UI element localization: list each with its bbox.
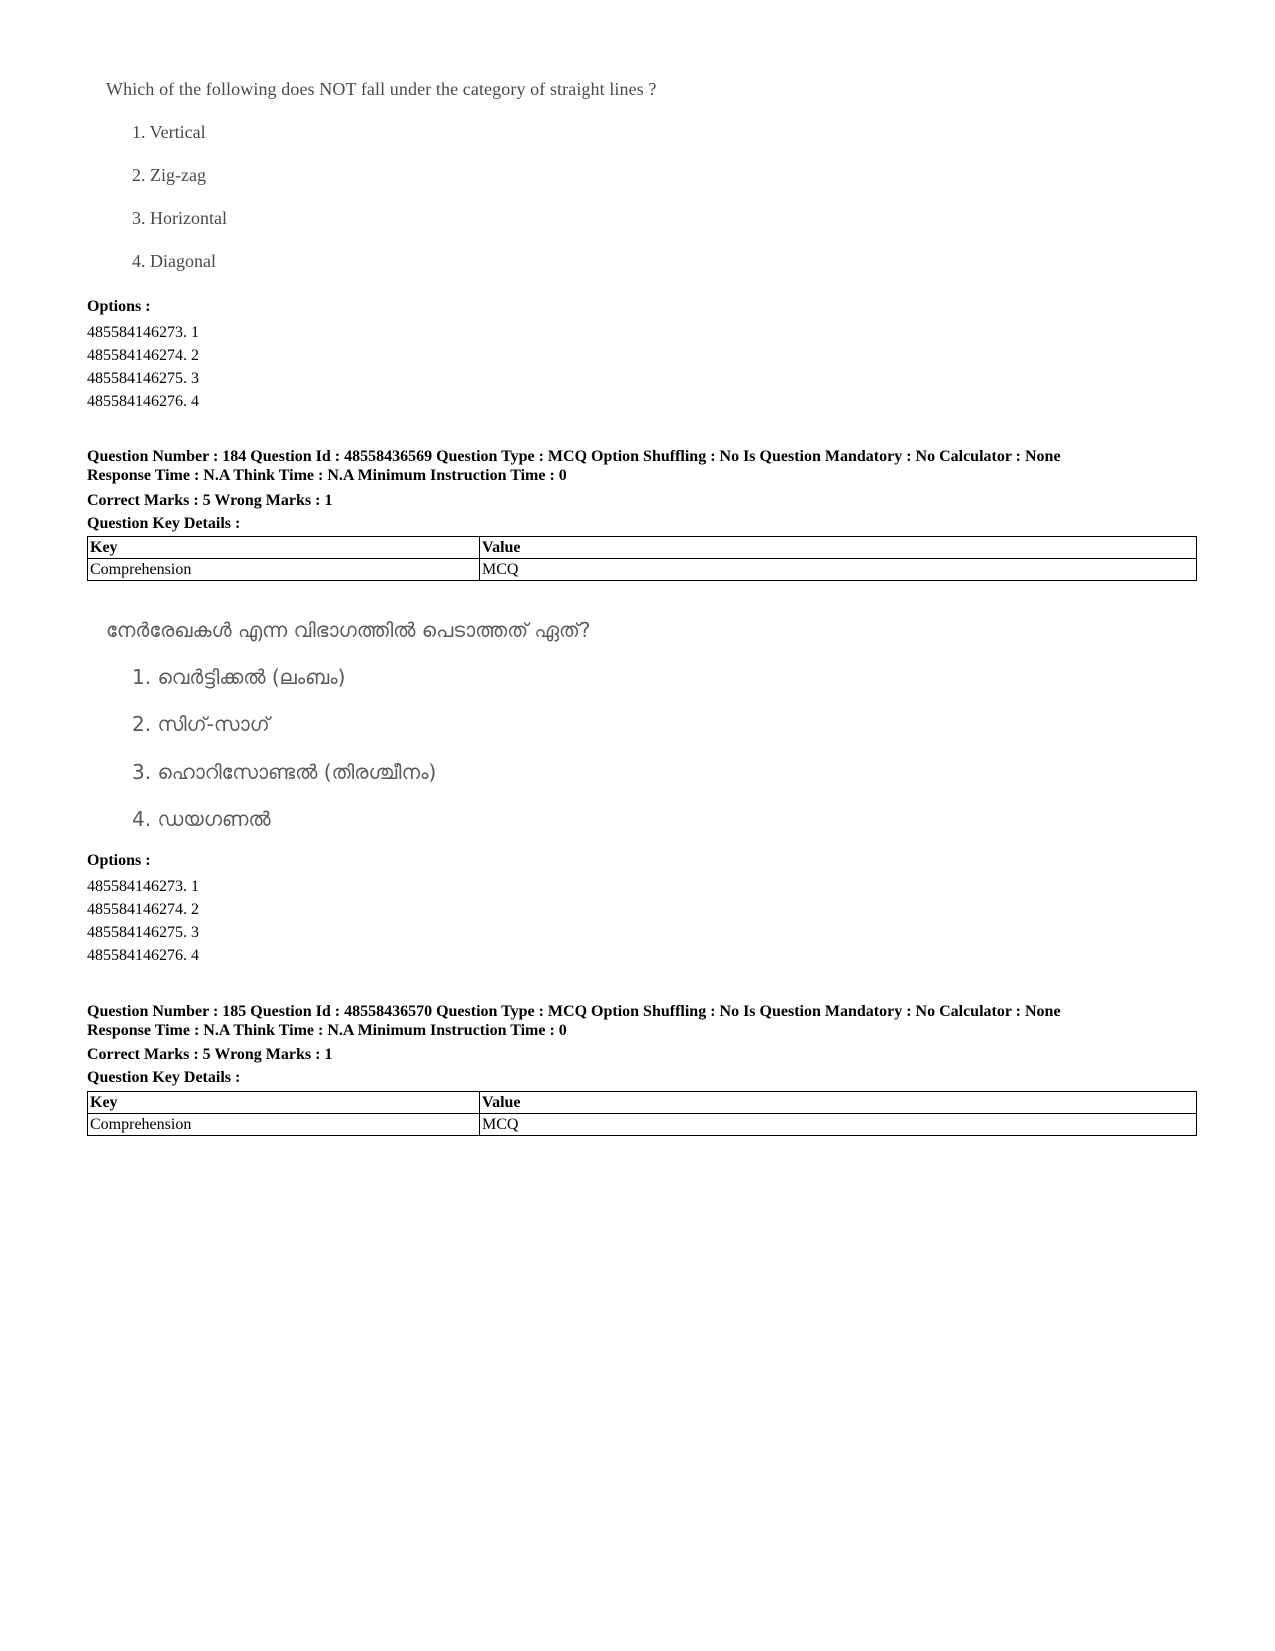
question-image-option: 2. സിഗ്-സാഗ് — [132, 712, 270, 736]
option-item: 485584146275. 3 — [87, 370, 199, 387]
question-meta-line: Question Number : 184 Question Id : 48558436569 Question Type : MCQ Option Shuffling : No Is Question Mandatory : No Calculator : None — [87, 448, 1061, 465]
option-item: 485584146275. 3 — [87, 924, 199, 941]
table-header-value: Value — [480, 1092, 1197, 1114]
question-image-option: 3. Horizontal — [132, 208, 227, 228]
option-item: 485584146273. 1 — [87, 878, 199, 895]
table-cell-value: MCQ — [480, 1114, 1197, 1136]
option-item: 485584146274. 2 — [87, 347, 199, 364]
table-header-key: Key — [88, 1092, 480, 1114]
question-meta-line: Question Number : 185 Question Id : 48558436570 Question Type : MCQ Option Shuffling : No Is Question Mandatory : No Calculator : None — [87, 1003, 1061, 1020]
table-header-key: Key — [88, 537, 480, 559]
options-label: Options : — [87, 298, 151, 315]
table-cell-value: MCQ — [480, 559, 1197, 581]
question-marks: Correct Marks : 5 Wrong Marks : 1 — [87, 492, 333, 509]
question-key-details-label: Question Key Details : — [87, 515, 241, 532]
question-image-title: നേർരേഖകൾ എന്ന വിഭാഗത്തിൽ പെടാത്തത് ഏത്? — [106, 618, 591, 642]
question-key-table — [87, 536, 1197, 581]
question-image-title: Which of the following does NOT fall under the category of straight lines ? — [106, 79, 657, 99]
options-label: Options : — [87, 852, 151, 869]
question-marks: Correct Marks : 5 Wrong Marks : 1 — [87, 1046, 333, 1063]
table-cell-key: Comprehension — [88, 559, 480, 581]
table-cell-key: Comprehension — [88, 1114, 480, 1136]
question-image-option: 4. ഡയഗണൽ — [132, 807, 271, 831]
option-item: 485584146276. 4 — [87, 393, 199, 410]
question-meta-line: Response Time : N.A Think Time : N.A Minimum Instruction Time : 0 — [87, 1022, 567, 1039]
question-meta-line: Response Time : N.A Think Time : N.A Minimum Instruction Time : 0 — [87, 467, 567, 484]
option-item: 485584146276. 4 — [87, 947, 199, 964]
question-image-option: 4. Diagonal — [132, 251, 216, 271]
question-image-option: 2. Zig-zag — [132, 165, 206, 185]
question-image-option: 1. വെർട്ടിക്കൽ (ലംബം) — [132, 665, 346, 689]
option-item: 485584146273. 1 — [87, 324, 199, 341]
table-header-value: Value — [480, 537, 1197, 559]
question-image-option: 1. Vertical — [132, 122, 206, 142]
option-item: 485584146274. 2 — [87, 901, 199, 918]
question-key-table — [87, 1091, 1197, 1136]
question-key-details-label: Question Key Details : — [87, 1069, 241, 1086]
question-image-option: 3. ഹൊറിസോണ്ടൽ (തിരശ്ചീനം) — [132, 760, 437, 784]
